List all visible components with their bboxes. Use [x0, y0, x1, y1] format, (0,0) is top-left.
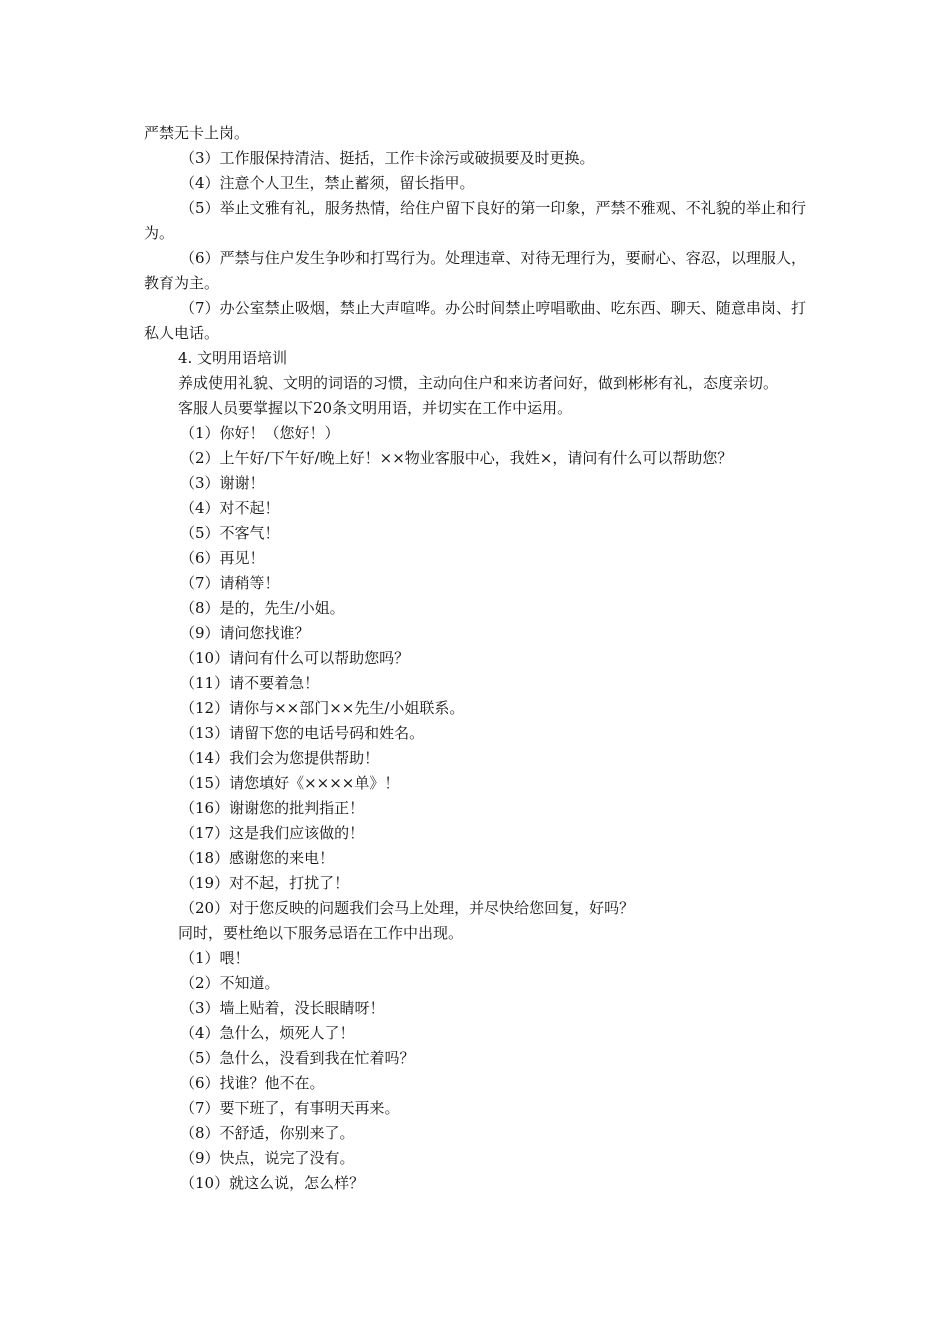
- polite-phrase: （20）对于您反映的问题我们会马上处理，并尽快给您回复，好吗？: [180, 899, 635, 917]
- polite-phrase: （13）请留下您的电话号码和姓名。: [180, 724, 425, 742]
- polite-phrase: （3）谢谢！: [180, 474, 265, 492]
- rules-list: [144, 146, 806, 346]
- taboo-phrase: （4）急什么，烦死人了！: [180, 1024, 355, 1042]
- polite-phrase: （11）请不要着急！: [180, 674, 320, 692]
- rule-item: （4）注意个人卫生，禁止蓄须，留长指甲。: [180, 174, 475, 192]
- taboo-phrase: （10）就这么说，怎么样？: [180, 1174, 365, 1192]
- taboo-phrase: （6）找谁？他不在。: [180, 1074, 325, 1092]
- polite-phrase: （18）感谢您的来电！: [180, 849, 335, 867]
- taboo-phrases-list: [144, 946, 806, 1196]
- polite-phrase: （16）谢谢您的批判指正！: [180, 799, 365, 817]
- intro-paragraph: 养成使用礼貌、文明的词语的习惯，主动向住户和来访者问好，做到彬彬有礼，态度亲切。: [178, 374, 779, 392]
- taboo-phrase: （5）急什么，没看到我在忙着吗？: [180, 1049, 415, 1067]
- polite-phrase: （19）对不起，打扰了！: [180, 874, 350, 892]
- polite-phrase: （1）你好！（您好！）: [180, 424, 340, 442]
- taboo-phrase: （8）不舒适，你别来了。: [180, 1124, 355, 1142]
- taboo-phrase: （2）不知道。: [180, 974, 280, 992]
- polite-phrase: （5）不客气！: [180, 524, 280, 542]
- taboo-phrase: （3）墙上贴着，没长眼睛呀！: [180, 999, 385, 1017]
- taboo-phrase: （1）喂！: [180, 949, 250, 967]
- taboo-intro: 同时，要杜绝以下服务忌语在工作中出现。: [178, 924, 464, 942]
- phrases-intro: 客服人员要掌握以下20条文明用语，并切实在工作中运用。: [178, 399, 573, 417]
- polite-phrase: （9）请问您找谁？: [180, 624, 310, 642]
- polite-phrase: （15）请您填好《××××单》！: [180, 774, 400, 792]
- rule-item: （7）办公室禁止吸烟，禁止大声喧哗。办公时间禁止哼唱歌曲、吃东西、聊天、随意串岗、打私人电话。: [144, 299, 806, 342]
- polite-phrase: （8）是的，先生/小姐。: [180, 599, 345, 617]
- rule-item: （5）举止文雅有礼，服务热情，给住户留下良好的第一印象，严禁不雅观、不礼貌的举止和行为。: [144, 199, 806, 242]
- polite-phrases-list: [144, 421, 806, 921]
- polite-phrase: （4）对不起！: [180, 499, 280, 517]
- polite-phrase: （7）请稍等！: [180, 574, 280, 592]
- taboo-phrase: （7）要下班了，有事明天再来。: [180, 1099, 400, 1117]
- rule-item: （6）严禁与住户发生争吵和打骂行为。处理违章、对待无理行为，要耐心、容忍，以理服人，教育为主。: [144, 249, 806, 292]
- document-body: [144, 121, 806, 1196]
- polite-phrase: （12）请你与××部门××先生/小姐联系。: [180, 699, 465, 717]
- polite-phrase: （2）上午好/下午好/晚上好！××物业客服中心，我姓×，请问有什么可以帮助您？: [180, 449, 733, 467]
- polite-phrase: （17）这是我们应该做的！: [180, 824, 365, 842]
- polite-phrase: （6）再见！: [180, 549, 265, 567]
- taboo-phrase: （9）快点，说完了没有。: [180, 1149, 355, 1167]
- polite-phrase: （10）请问有什么可以帮助您吗？: [180, 649, 410, 667]
- section-heading: 4. 文明用语培训: [178, 349, 288, 367]
- continued-line: 严禁无卡上岗。: [144, 124, 250, 142]
- polite-phrase: （14）我们会为您提供帮助！: [180, 749, 380, 767]
- rule-item: （3）工作服保持清洁、挺括，工作卡涂污或破损要及时更换。: [180, 149, 595, 167]
